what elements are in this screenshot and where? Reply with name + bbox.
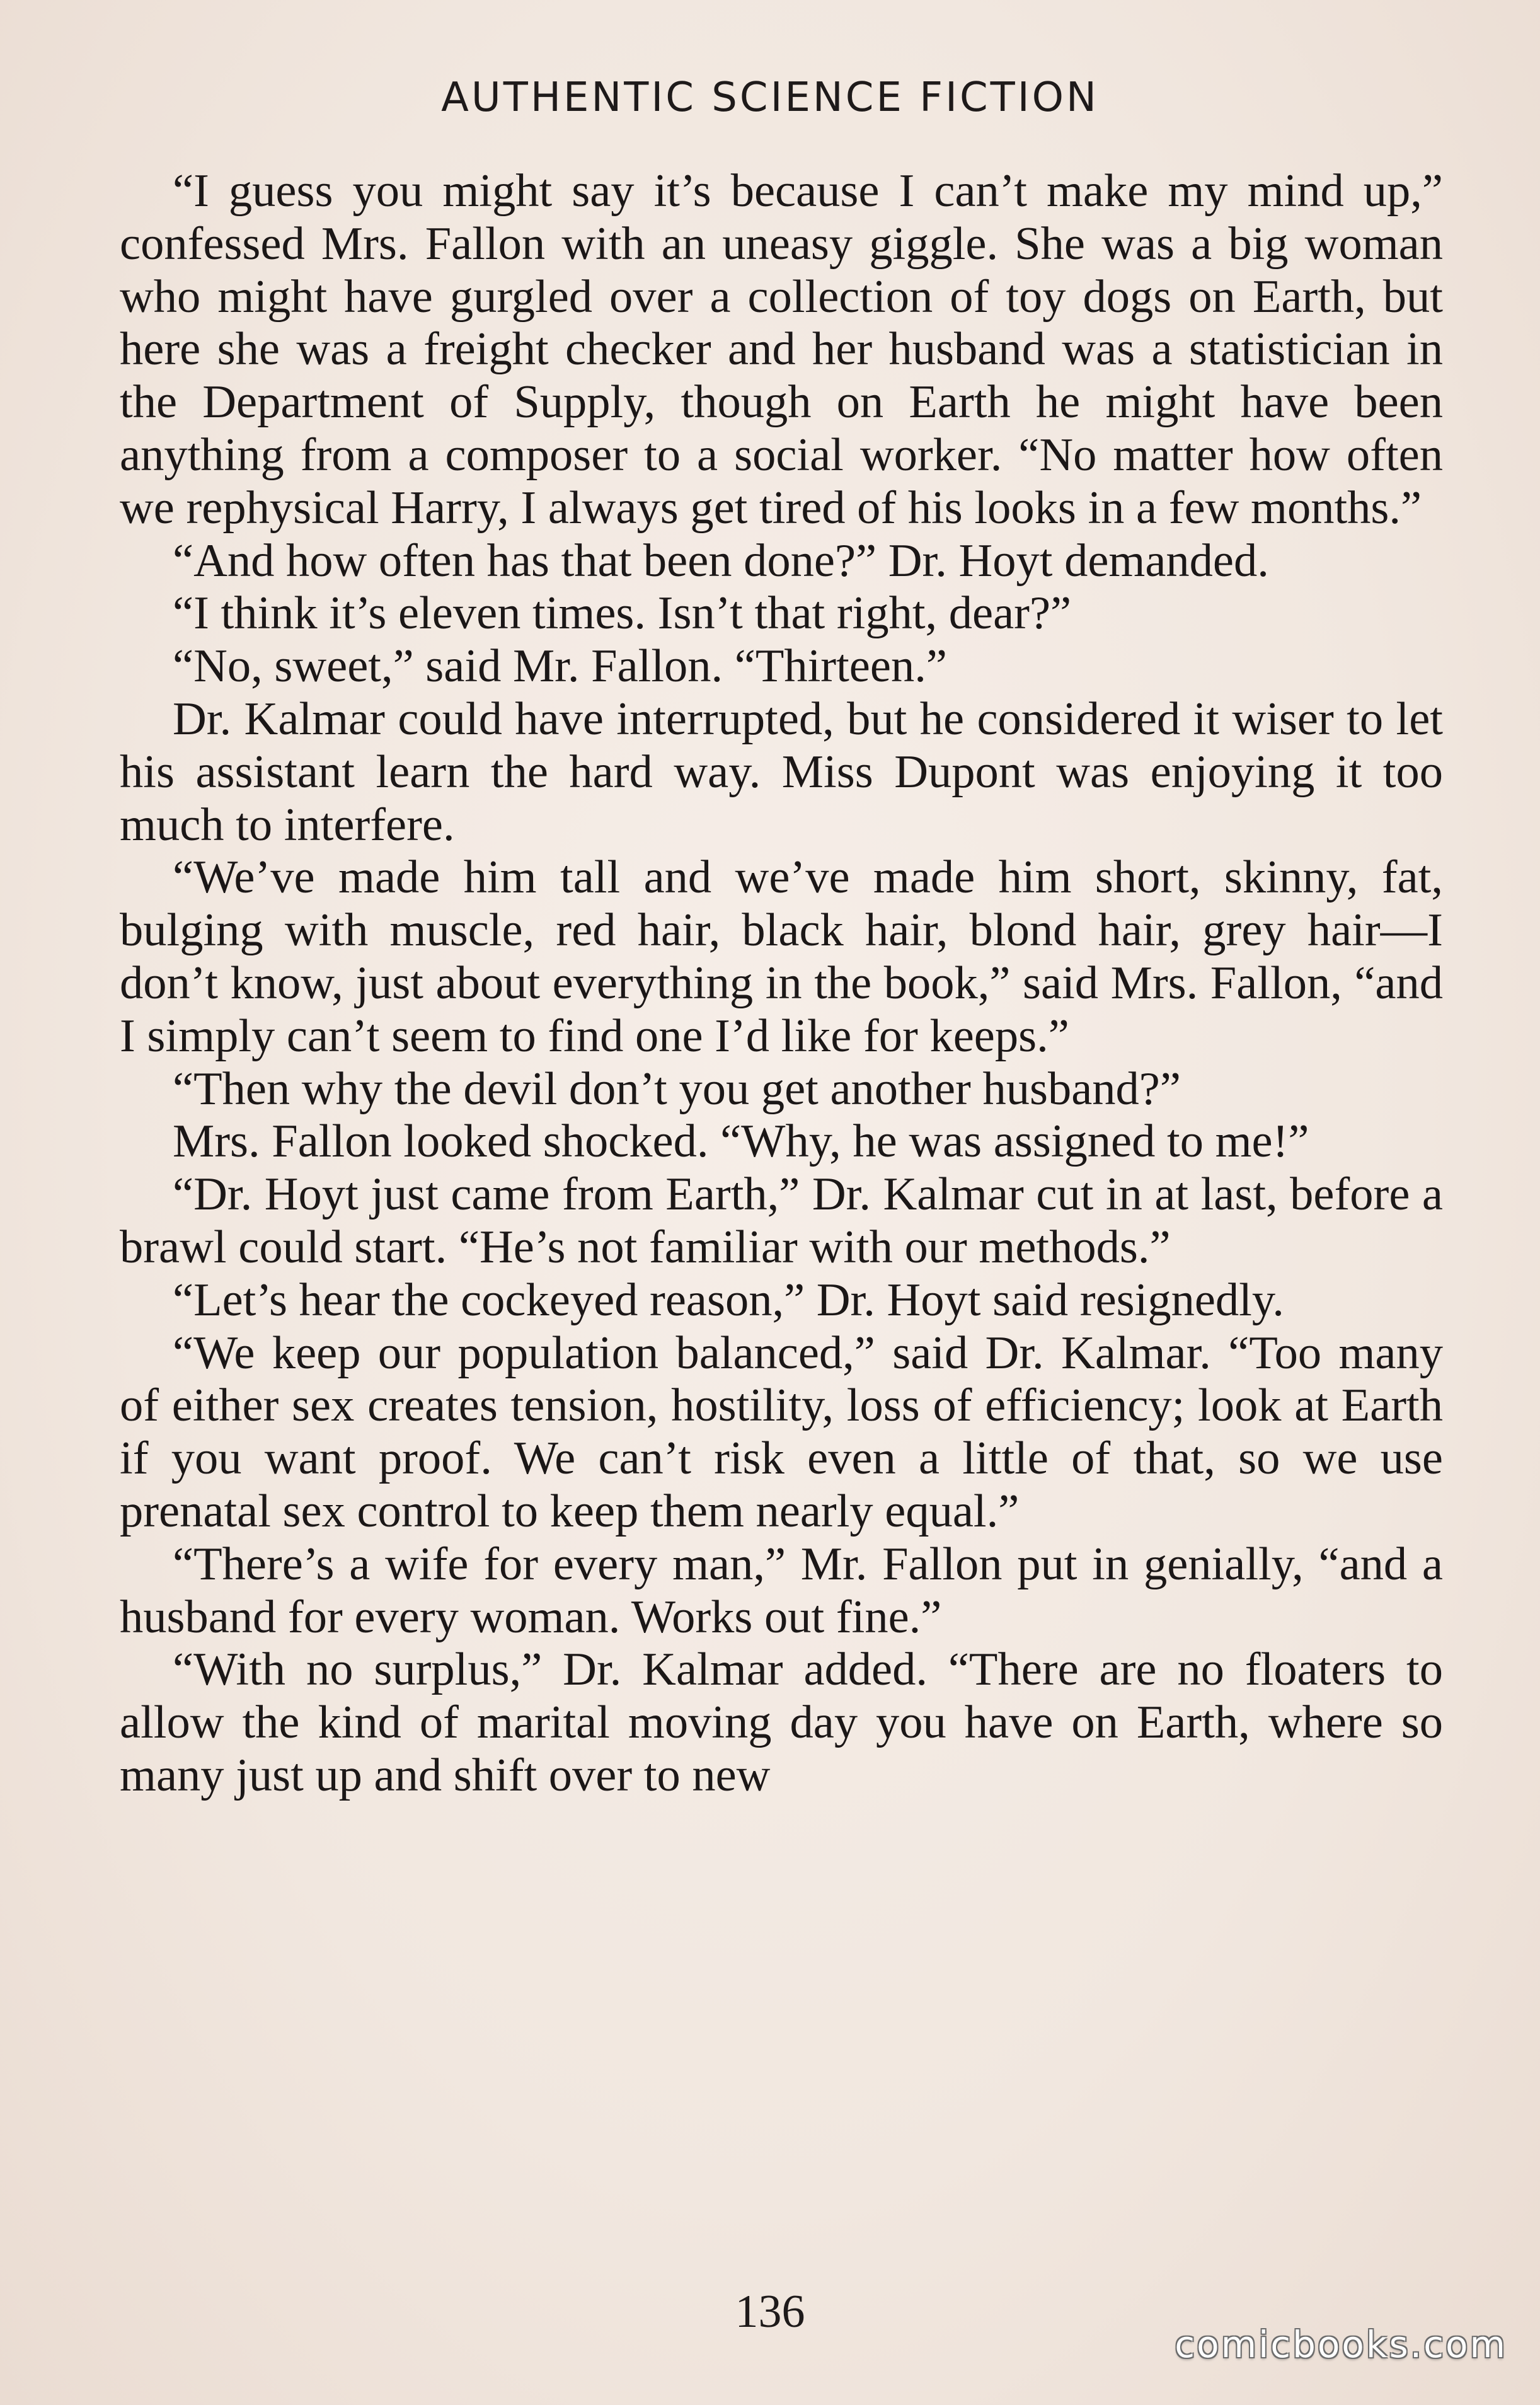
running-header: AUTHENTIC SCIENCE FICTION: [441, 74, 1099, 121]
paragraph: “We keep our population balanced,” said Dr. Kalmar. “Too many of either sex creates tension, hostility, loss of efficiency; look at Earth if you want proof. We can’t risk even a little of that, so we use prenatal sex control to keep them nearly equal.”: [120, 1327, 1443, 1537]
paragraph: “And how often has that been done?” Dr. Hoyt demanded.: [173, 534, 1269, 587]
paragraph: “I think it’s eleven times. Isn’t that right, dear?”: [173, 587, 1072, 640]
paragraph: “There’s a wife for every man,” Mr. Fallon put in genially, “and a husband for every woman. Works out fine.”: [120, 1538, 1443, 1643]
paragraph: “No, sweet,” said Mr. Fallon. “Thirteen.”: [173, 640, 947, 693]
body-text: [120, 165, 1443, 1802]
watermark-logo: comicbooks.com: [1175, 2323, 1507, 2366]
paragraph: “I guess you might say it’s because I can’t make my mind up,” confessed Mrs. Fallon with an uneasy giggle. She was a big woman who might have gurgled over a collection of toy dogs on Earth, but here she was a freight checker and her husband was a statistician in the Department of Supply, though on Earth he might have been anything from a composer to a social worker. “No matter how often we rephysical Harry, I always get tired of his looks in a few months.”: [120, 165, 1443, 534]
paragraph: “Then why the devil don’t you get another husband?”: [173, 1063, 1181, 1115]
paragraph: “We’ve made him tall and we’ve made him short, skinny, fat, bulging with muscle, red hair, black hair, blond hair, grey hair—I don’t know, just about everything in the book,” said Mrs. Fallon, “and I simply can’t seem to find one I’d like for keeps.”: [120, 851, 1443, 1062]
paragraph: “Dr. Hoyt just came from Earth,” Dr. Kalmar cut in at last, before a brawl could start. “He’s not familiar with our methods.”: [120, 1168, 1443, 1273]
paragraph: Mrs. Fallon looked shocked. “Why, he was assigned to me!”: [173, 1116, 1309, 1168]
paragraph: “Let’s hear the cockeyed reason,” Dr. Hoyt said resignedly.: [173, 1274, 1284, 1326]
page-number: 136: [735, 2286, 805, 2338]
paragraph: Dr. Kalmar could have interrupted, but he considered it wiser to let his assistant learn the hard way. Miss Dupont was enjoying it too much to interfere.: [120, 693, 1443, 851]
paragraph: “With no surplus,” Dr. Kalmar added. “There are no floaters to allow the kind of marital moving day you have on Earth, where so many just up and shift over to new: [120, 1644, 1443, 1801]
